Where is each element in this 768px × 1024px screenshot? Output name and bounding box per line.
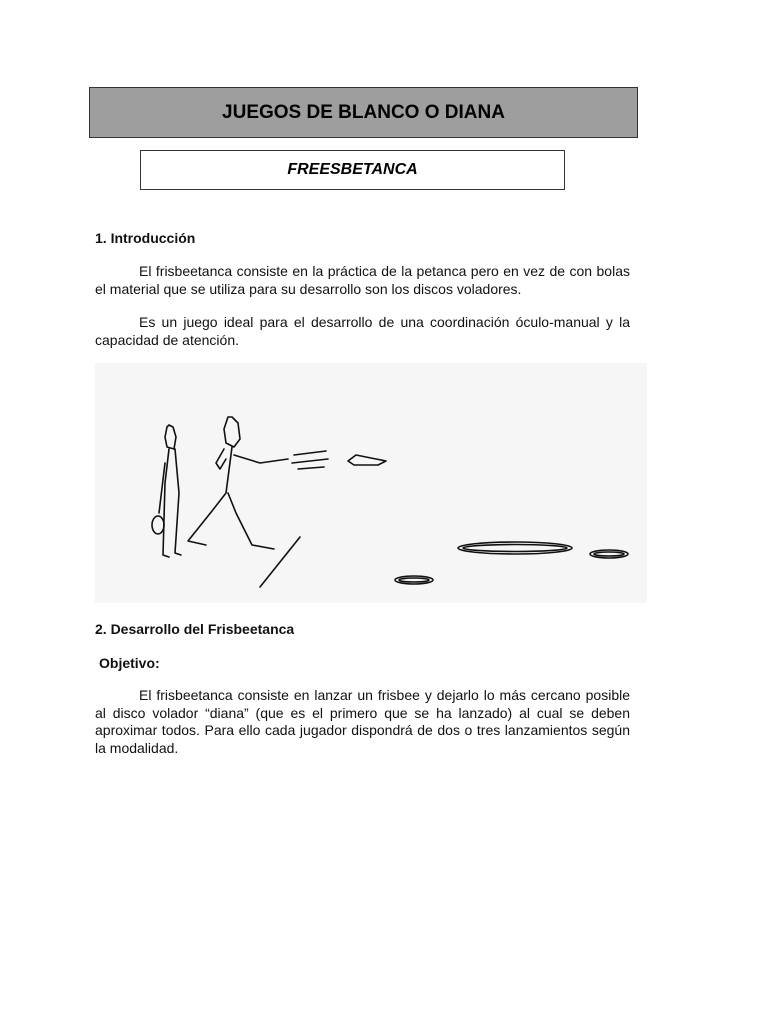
held-frisbee (152, 516, 164, 534)
intro-paragraph-2 (95, 314, 630, 349)
motion-lines (292, 451, 328, 469)
standing-figure-leg (175, 449, 181, 555)
thrower-back-leg (188, 447, 232, 545)
thrower-front-leg (228, 493, 274, 549)
thrower-head (224, 417, 240, 447)
objetivo-paragraph-text: El frisbeetanca consiste en lanzar un frisbee y dejarlo lo más cercano posible al disco volador “diana” (que es el primero que se ha lanzado) al cual se deben aproximar todos. Para ello cada jugador dispondrá de dos o tres lanzamientos según la modalidad. (95, 687, 630, 756)
intro-paragraph-1-text: El frisbeetanca consiste en la práctica de la petanca pero en vez de con bolas el material que se utiliza para su desarrollo son los discos voladores. (95, 263, 630, 297)
thrower-shoulder (216, 449, 226, 469)
standing-figure-head (165, 425, 176, 449)
document-subtitle-box (140, 150, 565, 190)
thrower-arm (234, 455, 288, 463)
section-heading-introduccion: 1. Introducción (95, 230, 196, 246)
intro-paragraph-2-text: Es un juego ideal para el desarrollo de una coordinación óculo-manual y la capacidad de atención. (95, 314, 630, 348)
document-title-box (89, 87, 638, 138)
ground-line (260, 537, 300, 587)
frisbee-sketch-drawing (95, 363, 647, 603)
objetivo-paragraph (95, 687, 630, 757)
document-subtitle: FREESBETANCA (287, 161, 418, 178)
frisbee-throw-illustration (95, 363, 647, 603)
section-heading-desarrollo: 2. Desarrollo del Frisbeetanca (95, 621, 295, 637)
document-title: JUEGOS DE BLANCO O DIANA (222, 101, 505, 123)
objetivo-heading: Objetivo: (99, 655, 160, 671)
flying-disc (348, 455, 386, 465)
standing-figure-body (163, 449, 169, 557)
intro-paragraph-1 (95, 263, 630, 298)
